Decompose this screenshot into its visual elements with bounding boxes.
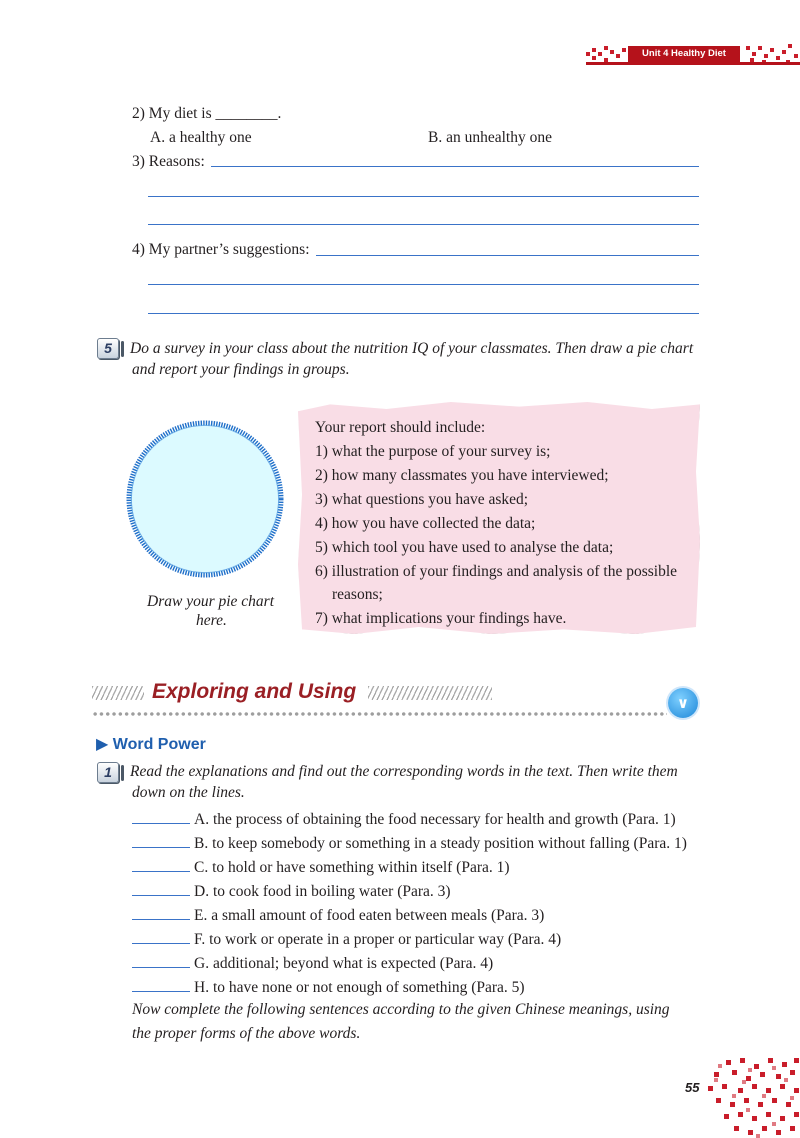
unit-header-label: Unit 4 Healthy Diet bbox=[628, 46, 740, 62]
q4-answer-line[interactable] bbox=[148, 313, 699, 314]
task1-instruction-line1: Read the explanations and find out the corresponding words in the text. Then write them bbox=[130, 763, 678, 780]
q2-stem: 2) My diet is ________. bbox=[132, 105, 282, 122]
exercise-item bbox=[132, 833, 687, 854]
task-number-badge bbox=[97, 762, 119, 783]
note-item: 7) what implications your findings have. bbox=[315, 610, 567, 627]
note-heading: Your report should include: bbox=[315, 419, 486, 436]
exercise-item bbox=[132, 977, 525, 998]
task-number: 5 bbox=[104, 340, 112, 356]
note-item: 1) what the purpose of your survey is; bbox=[315, 443, 551, 460]
exercise-item bbox=[132, 881, 451, 902]
task5-instruction-line1: Do a survey in your class about the nutrition IQ of your classmates. Then draw a pie chart bbox=[130, 340, 694, 357]
footer-checker-pattern bbox=[706, 1058, 800, 1138]
exercise-item-text: A. the process of obtaining the food necessary for health and growth (Para. 1) bbox=[194, 811, 676, 828]
answer-blank[interactable] bbox=[132, 905, 190, 920]
section-hatch-right bbox=[368, 686, 492, 700]
triangle-bullet-icon: ▶ bbox=[96, 736, 109, 753]
chart-caption-line2: here. bbox=[196, 612, 227, 629]
exercise-item-text: E. a small amount of food eaten between meals (Para. 3) bbox=[194, 907, 545, 924]
q3-answer-line[interactable] bbox=[211, 166, 699, 167]
note-item: 3) what questions you have asked; bbox=[315, 491, 529, 508]
dotted-divider bbox=[92, 712, 667, 716]
section-title: Exploring and Using bbox=[152, 680, 357, 703]
q4-answer-line[interactable] bbox=[148, 284, 699, 285]
section-hatch-left bbox=[92, 686, 144, 700]
exercise-item-text: G. additional; beyond what is expected (Para. 4) bbox=[194, 955, 494, 972]
q4-answer-line[interactable] bbox=[316, 255, 699, 256]
note-item: 2) how many classmates you have interviewed; bbox=[315, 467, 609, 484]
task-number-badge bbox=[97, 338, 119, 359]
q3-answer-line[interactable] bbox=[148, 224, 699, 225]
note-item: 6) illustration of your findings and analysis of the possible bbox=[315, 563, 678, 580]
exercise-item-text: F. to work or operate in a proper or particular way (Para. 4) bbox=[194, 931, 562, 948]
exercise-item-text: C. to hold or have something within itself (Para. 1) bbox=[194, 859, 510, 876]
answer-blank[interactable] bbox=[132, 833, 190, 848]
answer-blank[interactable] bbox=[132, 881, 190, 896]
q3-answer-line[interactable] bbox=[148, 196, 699, 197]
subheading-text: Word Power bbox=[112, 736, 206, 753]
note-item: reasons; bbox=[332, 586, 383, 603]
q2-option-b: B. an unhealthy one bbox=[428, 129, 552, 146]
exercise-item bbox=[132, 953, 493, 974]
chart-caption-line1: Draw your pie chart bbox=[147, 593, 275, 610]
task5-instruction-line2: and report your findings in groups. bbox=[132, 361, 350, 378]
task-number: 1 bbox=[104, 764, 112, 780]
double-chevron-down-icon[interactable]: ∨ bbox=[668, 688, 698, 718]
exercise-item-text: B. to keep somebody or something in a steady position without falling (Para. 1) bbox=[194, 835, 687, 852]
answer-blank[interactable] bbox=[132, 977, 190, 992]
q2-option-a: A. a healthy one bbox=[150, 129, 252, 146]
followup-instruction-line1: Now complete the following sentences according to the given Chinese meanings, using bbox=[132, 1001, 670, 1018]
exercise-item bbox=[132, 929, 561, 950]
pie-chart-drawing-area[interactable] bbox=[124, 418, 286, 580]
note-item: 5) which tool you have used to analyse the data; bbox=[315, 539, 614, 556]
exercise-item bbox=[132, 905, 544, 926]
q4-label: 4) My partner’s suggestions: bbox=[132, 241, 310, 258]
page-number: 55 bbox=[685, 1080, 700, 1095]
exercise-item-text: D. to cook food in boiling water (Para. 3) bbox=[194, 883, 451, 900]
exercise-item-text: H. to have none or not enough of something (Para. 5) bbox=[194, 979, 525, 996]
answer-blank[interactable] bbox=[132, 857, 190, 872]
answer-blank[interactable] bbox=[132, 953, 190, 968]
task1-instruction-line2: down on the lines. bbox=[132, 784, 245, 801]
answer-blank[interactable] bbox=[132, 809, 190, 824]
exercise-item bbox=[132, 809, 676, 830]
note-item: 4) how you have collected the data; bbox=[315, 515, 536, 532]
subheading bbox=[96, 734, 206, 754]
exercise-item bbox=[132, 857, 510, 878]
q3-label: 3) Reasons: bbox=[132, 153, 205, 170]
followup-instruction-line2: the proper forms of the above words. bbox=[132, 1025, 361, 1042]
answer-blank[interactable] bbox=[132, 929, 190, 944]
